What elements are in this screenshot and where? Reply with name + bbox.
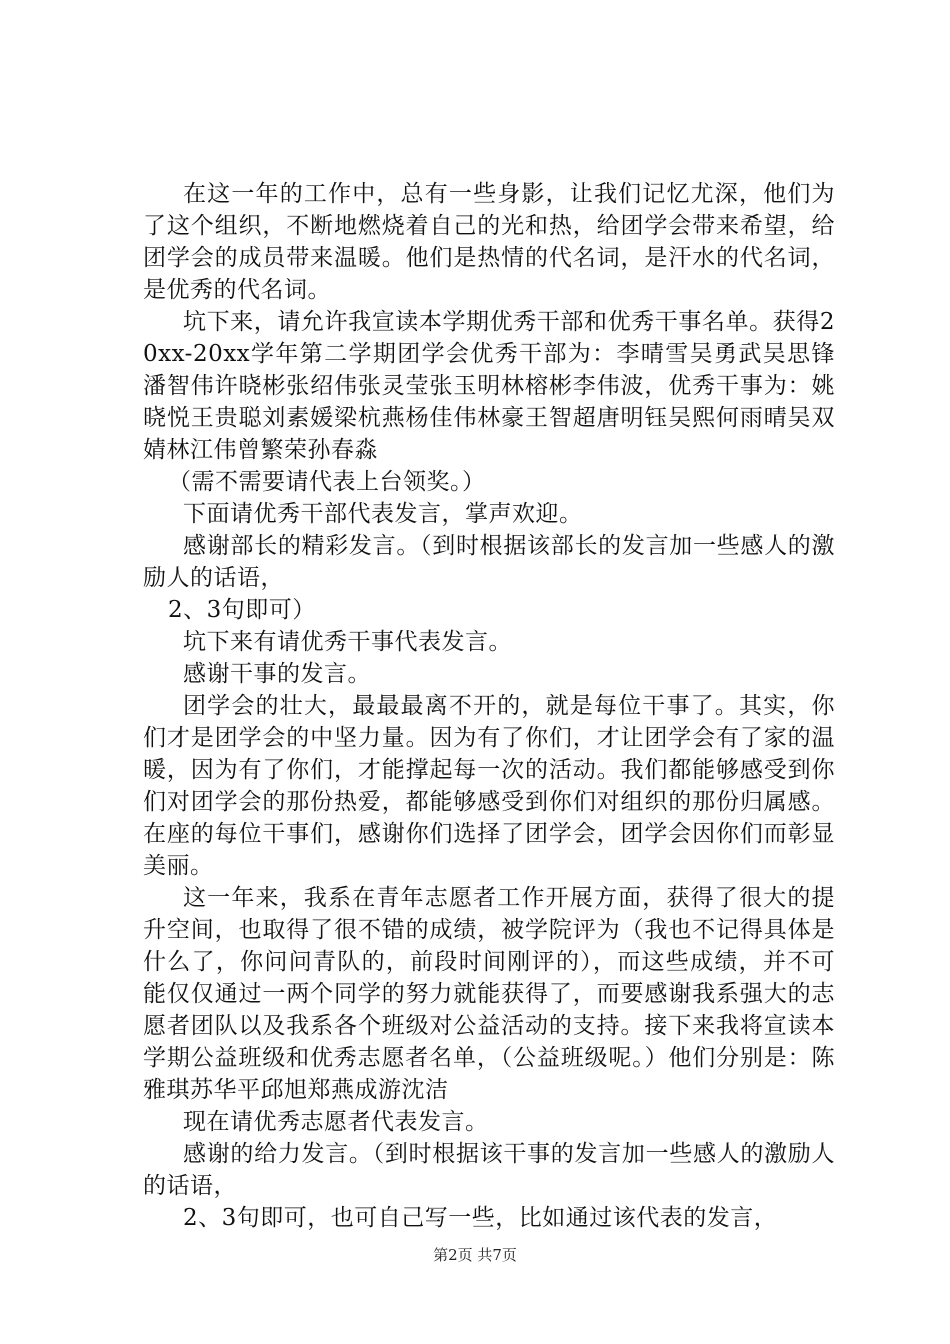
paragraph-4: 下面请优秀干部代表发言，掌声欢迎。: [183, 501, 583, 527]
paragraph-11: 现在请优秀志愿者代表发言。: [183, 1109, 489, 1135]
paragraph-9: 团学会的壮大，最最最离不开的，就是每位干事了。其实，你们才是团学会的中坚力量。因为有了你们，才让团学会有了家的温暖，因为有了你们，才能撑起每一次的活动。我们都能够感受到你们对团学会的那份热爱，都能够感受到你们对组织的那份归属感。在座的每位干事们，感谢你们选择了团学会，团学会因你们而彰显美丽。: [143, 693, 835, 879]
paragraph-12: 感谢的给力发言。（到时根据该干事的发言加一些感人的激励人的话语，: [143, 1141, 835, 1199]
paragraph-13: 2、3句即可，也可自己写一些，比如通过该代表的发言，: [183, 1205, 778, 1231]
paragraph-3: （需不需要请代表上台领奖。）: [168, 469, 486, 495]
document-body: [143, 178, 835, 1234]
paragraph-5: 感谢部长的精彩发言。（到时根据该部长的发言加一些感人的激励人的话语，: [143, 533, 835, 591]
paragraph-6: 2、3句即可）: [168, 597, 316, 623]
paragraph-1: 在这一年的工作中，总有一些身影，让我们记忆尤深，他们为了这个组织，不断地燃烧着自己的光和热，给团学会带来希望，给团学会的成员带来温暖。他们是热情的代名词，是汗水的代名词，是优秀的代名词。: [143, 181, 835, 303]
paragraph-7: 坑下来有请优秀干事代表发言。: [183, 629, 512, 655]
page-footer: 第2页 共7页: [433, 1246, 517, 1264]
paragraph-8: 感谢干事的发言。: [183, 661, 371, 687]
paragraph-2: 坑下来，请允许我宣读本学期优秀干部和优秀干事名单。获得20xx-20xx学年第二学期团学会优秀干部为：李晴雪吴勇武吴思锋潘智伟许晓彬张绍伟张灵莹张玉明林榕彬李伟波，优秀干事为：姚晓悦王贵聪刘素媛梁杭燕杨佳伟林豪王智超唐明钰吴熙何雨晴吴双婧林江伟曾繁荣孙春淼: [143, 309, 835, 463]
paragraph-10: 这一年来，我系在青年志愿者工作开展方面，获得了很大的提升空间，也取得了很不错的成绩，被学院评为（我也不记得具体是什么了，你问问青队的，前段时间刚评的），而这些成绩，并不可能仅仅通过一两个同学的努力就能获得了，而要感谢我系强大的志愿者团队以及我系各个班级对公益活动的支持。接下来我将宣读本学期公益班级和优秀志愿者名单，（公益班级呢。）他们分别是：陈雅琪苏华平邱旭郑燕成游沈洁: [143, 885, 835, 1103]
